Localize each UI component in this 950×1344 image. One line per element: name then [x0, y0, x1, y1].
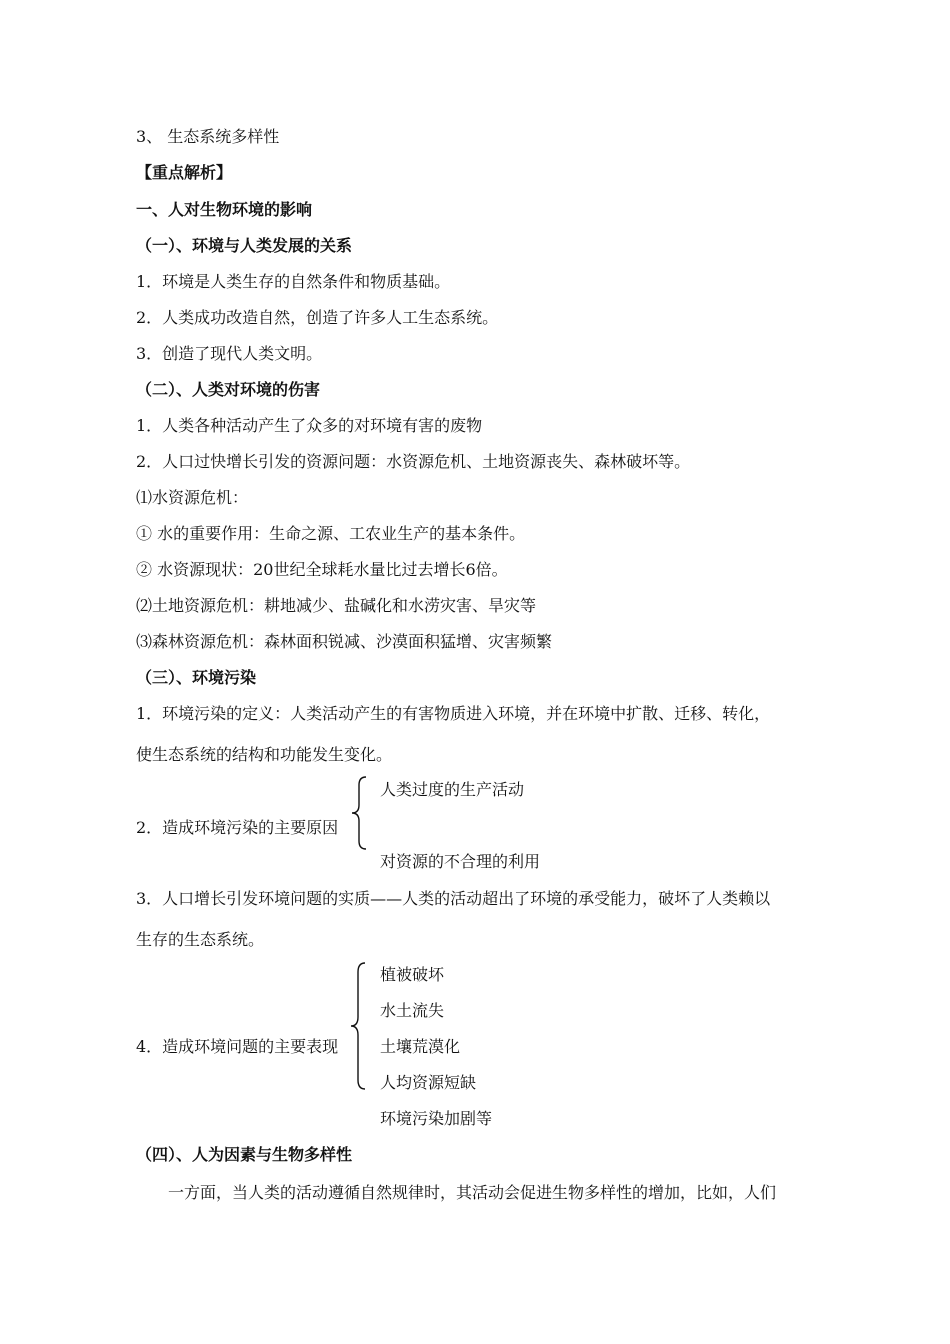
- cause-item: 人类过度的生产活动: [380, 780, 525, 799]
- paragraph-line: 使生态系统的结构和功能发生变化。: [136, 745, 393, 764]
- brace-icon: [350, 776, 370, 850]
- problem-item: 植被破坏: [380, 965, 445, 984]
- problem-item: 水土流失: [380, 1001, 445, 1020]
- subheading-4: （四）、人为因素与生物多样性: [136, 1145, 353, 1164]
- paragraph-line: 1．环境污染的定义：人类活动产生的有害物质进入环境，并在环境中扩散、迁移、转化，: [136, 704, 771, 723]
- paragraph-line: ⑶森林资源危机：森林面积锐减、沙漠面积猛增、灾害频繁: [136, 632, 553, 651]
- problem-item: 土壤荒漠化: [380, 1037, 461, 1056]
- cause-item: 对资源的不合理的利用: [380, 852, 541, 871]
- paragraph-line: 一方面，当人类的活动遵循自然规律时，其活动会促进生物多样性的增加，比如，人们: [168, 1183, 777, 1202]
- key-analysis-heading: 【重点解析】: [136, 163, 233, 182]
- section-heading-ecosystem-diversity: 3、 生态系统多样性: [136, 127, 280, 146]
- subheading-2: （二）、人类对环境的伤害: [136, 380, 321, 399]
- paragraph-line: 生存的生态系统。: [136, 930, 265, 949]
- subheading-3: （三）、环境污染: [136, 668, 257, 687]
- paragraph-line: ⑵土地资源危机：耕地减少、盐碱化和水涝灾害、旱灾等: [136, 596, 537, 615]
- paragraph-line: ① 水的重要作用：生命之源、工农业生产的基本条件。: [136, 524, 526, 543]
- paragraph-line: ⑴水资源危机：: [136, 488, 249, 507]
- chapter-heading: 一、人对生物环境的影响: [136, 200, 313, 219]
- problem-label: 4．造成环境问题的主要表现: [136, 1037, 339, 1056]
- paragraph-line: 3．创造了现代人类文明。: [136, 344, 323, 363]
- paragraph-line: ② 水资源现状：20世纪全球耗水量比过去增长6倍。: [136, 560, 508, 579]
- paragraph-line: 2．人类成功改造自然，创造了许多人工生态系统。: [136, 308, 499, 327]
- paragraph-line: 2．人口过快增长引发的资源问题：水资源危机、土地资源丧失、森林破坏等。: [136, 452, 691, 471]
- paragraph-line: 3．人口增长引发环境问题的实质——人类的活动超出了环境的承受能力，破坏了人类赖以: [136, 889, 771, 908]
- problem-item: 环境污染加剧等: [380, 1109, 493, 1128]
- brace-icon: [349, 962, 369, 1090]
- paragraph-line: 1．环境是人类生存的自然条件和物质基础。: [136, 272, 451, 291]
- subheading-1: （一）、环境与人类发展的关系: [136, 236, 353, 255]
- problem-item: 人均资源短缺: [380, 1073, 477, 1092]
- paragraph-line: 1．人类各种活动产生了众多的对环境有害的废物: [136, 416, 483, 435]
- cause-label: 2．造成环境污染的主要原因: [136, 818, 339, 837]
